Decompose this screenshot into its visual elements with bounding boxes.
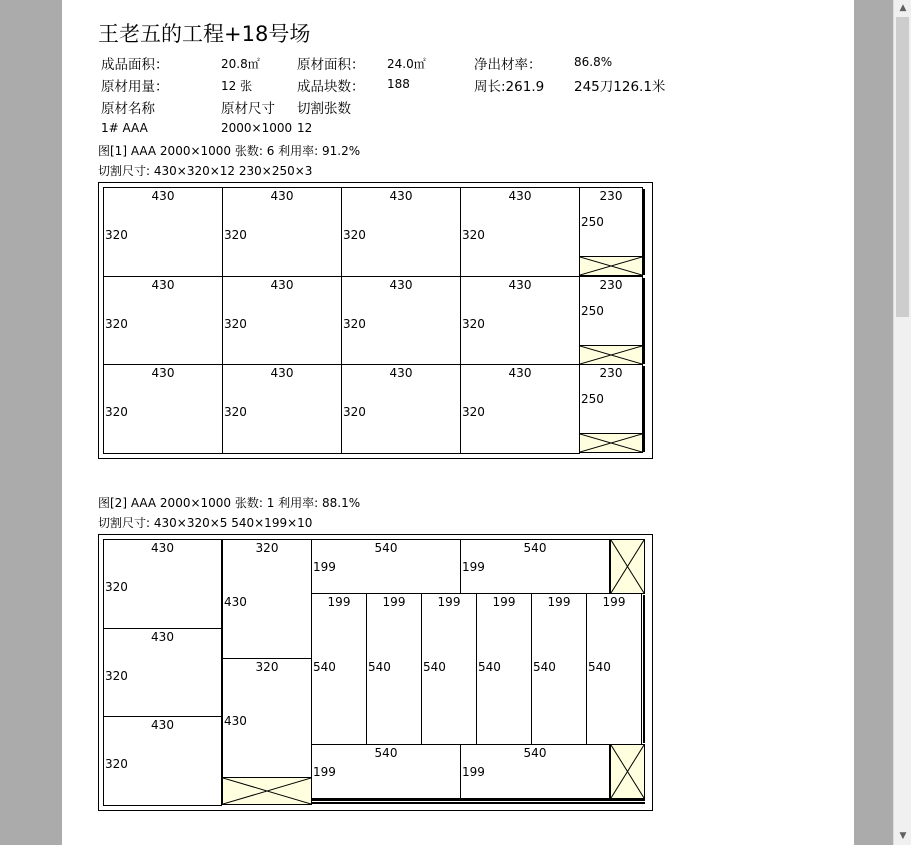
cut-piece [103,187,223,277]
col-cut-sheets: 切割张数 [297,101,351,117]
cut-piece [103,276,223,366]
scrollbar-thumb[interactable] [896,17,909,317]
cut-piece [222,364,342,454]
cut-piece [531,593,587,745]
piece-width-label: 430 [270,278,294,292]
piece-width-label: 430 [270,189,294,203]
piece-height-label: 320 [105,405,128,419]
cut-piece [311,539,461,594]
cut-piece [460,276,580,366]
piece-width-label: 540 [523,541,547,555]
cut-piece [341,187,461,277]
piece-width-label: 430 [151,278,175,292]
piece-count-label: 成品块数： [297,79,365,95]
report-title: 王老五的工程+18号场 [98,22,311,46]
cut-piece [579,276,643,346]
piece-height-label: 320 [462,317,485,331]
cut-piece [586,593,642,745]
figure1-layout [98,182,653,459]
cut-piece [103,628,222,718]
piece-height-label: 250 [581,304,604,318]
piece-height-label: 250 [581,392,604,406]
piece-height-label: 320 [343,405,366,419]
net-rate-label: 净出材率： [474,57,542,73]
piece-height-label: 320 [343,228,366,242]
waste-area [610,539,645,594]
cut-piece [311,593,367,745]
piece-height-label: 199 [313,765,336,779]
piece-width-label: 430 [151,366,175,380]
waste-area [579,256,643,276]
cut-piece [311,744,461,799]
piece-width-label: 230 [599,189,623,203]
waste-area [579,345,643,365]
scroll-up-icon[interactable]: ▲ [899,3,907,13]
cut-piece [460,187,580,277]
piece-width-label: 430 [151,630,174,644]
figure1-cut-sizes: 切割尺寸: 430×320×12 230×250×3 [98,164,313,178]
edge-strip [311,802,645,804]
net-rate-value: 86.8% [574,55,613,69]
cut-piece [341,364,461,454]
piece-height-label: 320 [105,669,128,683]
cut-piece [366,593,422,745]
cut-piece [103,539,222,629]
cut-piece [341,276,461,366]
figure2-header: 图[2] AAA 2000×1000 张数: 1 利用率: 88.1% [98,496,361,510]
scroll-down-icon[interactable]: ▼ [899,831,907,841]
piece-width-label: 199 [382,595,406,609]
cut-piece [579,364,643,434]
figure2-cut-sizes: 切割尺寸: 430×320×5 540×199×10 [98,516,313,530]
piece-height-label: 430 [224,595,247,609]
edge-strip [311,799,645,801]
figure1-header: 图[1] AAA 2000×1000 张数: 6 利用率: 91.2% [98,144,361,158]
product-area-value: 20.8㎡ [221,57,260,71]
row-raw-size: 2000×1000 [221,121,293,135]
piece-height-label: 540 [313,660,336,674]
raw-area-value: 24.0㎡ [387,57,426,71]
piece-count-value: 188 [387,77,410,91]
piece-width-label: 230 [599,366,623,380]
cut-piece [460,539,610,594]
raw-usage-label: 原材用量： [101,79,169,95]
piece-height-label: 540 [423,660,446,674]
piece-height-label: 430 [224,714,247,728]
piece-width-label: 430 [508,189,532,203]
cut-piece [460,364,580,454]
piece-height-label: 199 [462,560,485,574]
cut-piece [222,187,342,277]
piece-height-label: 199 [313,560,336,574]
cut-piece [222,539,312,659]
perimeter-label: 周长:261.9 [474,79,545,95]
piece-width-label: 430 [389,189,413,203]
edge-strip [643,278,645,364]
piece-height-label: 320 [105,228,128,242]
row-raw-name: 1# AAA [101,121,148,135]
cuts-value: 245刀126.1米 [574,79,666,95]
piece-width-label: 430 [151,718,174,732]
piece-height-label: 540 [533,660,556,674]
figure2-layout [98,534,653,811]
product-area-label: 成品面积： [101,57,169,73]
piece-width-label: 540 [374,746,398,760]
piece-height-label: 320 [224,228,247,242]
piece-width-label: 199 [547,595,571,609]
waste-area [222,777,312,805]
piece-height-label: 320 [224,405,247,419]
cut-piece [579,187,643,257]
edge-strip [643,595,645,743]
report-page [62,0,854,845]
cut-piece [222,276,342,366]
row-cut-sheets: 12 [297,121,313,135]
col-raw-size: 原材尺寸 [221,101,275,117]
col-raw-name: 原材名称 [101,101,155,117]
piece-height-label: 320 [224,317,247,331]
piece-height-label: 199 [462,765,485,779]
cut-piece [103,364,223,454]
piece-width-label: 199 [492,595,516,609]
piece-height-label: 250 [581,215,604,229]
piece-width-label: 430 [508,278,532,292]
piece-width-label: 430 [270,366,294,380]
piece-width-label: 230 [599,278,623,292]
piece-height-label: 540 [478,660,501,674]
piece-width-label: 199 [327,595,351,609]
piece-height-label: 320 [462,228,485,242]
edge-strip [643,366,645,452]
piece-width-label: 320 [255,660,279,674]
piece-width-label: 430 [389,366,413,380]
piece-height-label: 320 [105,580,128,594]
piece-width-label: 540 [374,541,398,555]
piece-height-label: 320 [105,757,128,771]
cut-piece [103,716,222,806]
piece-height-label: 540 [588,660,611,674]
piece-height-label: 320 [343,317,366,331]
piece-width-label: 199 [602,595,626,609]
piece-width-label: 540 [523,746,547,760]
piece-height-label: 320 [462,405,485,419]
raw-area-label: 原材面积： [297,57,365,73]
waste-area [610,744,645,799]
cut-piece [460,744,610,799]
cut-piece [421,593,477,745]
piece-width-label: 430 [389,278,413,292]
raw-usage-value: 12 张 [221,79,253,93]
piece-width-label: 320 [255,541,279,555]
cut-piece [476,593,532,745]
waste-area [579,433,643,453]
piece-height-label: 320 [105,317,128,331]
piece-width-label: 430 [151,189,175,203]
piece-width-label: 430 [508,366,532,380]
piece-width-label: 199 [437,595,461,609]
vertical-scrollbar[interactable] [893,0,911,845]
edge-strip [643,189,645,275]
piece-height-label: 540 [368,660,391,674]
piece-width-label: 430 [151,541,174,555]
cut-piece [222,658,312,778]
